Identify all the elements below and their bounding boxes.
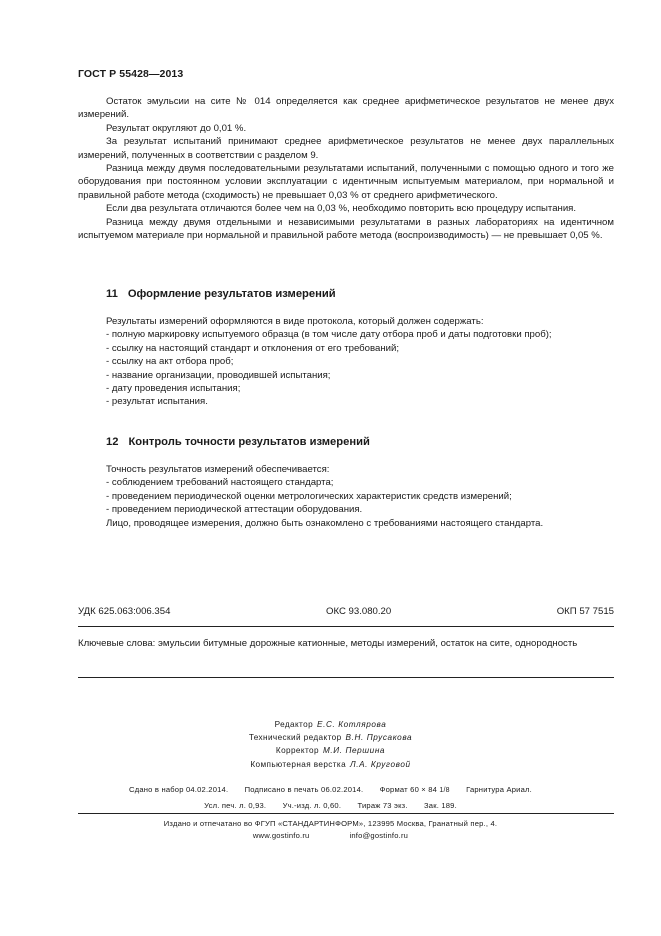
section-title: Оформление результатов измерений [127, 288, 336, 300]
divider [78, 677, 614, 678]
publisher-contacts [0, 830, 661, 842]
list-item: - ссылку на настоящий стандарт и отклонения от его требований; [106, 342, 400, 354]
section-12-heading [106, 436, 370, 448]
publisher-block [0, 818, 661, 842]
section-11-body [78, 315, 614, 409]
paragraph: Разница между двумя отдельными и независимыми результатами в разных лабораториях на идентичном испытуемом материале при нормальной и правильной работе метода (воспроизводимость) — не превышает 0,05 %. [78, 216, 614, 242]
paragraph: Если два результата отличаются более чем на 0,03 %, необходимо повторить всю процедуру испытания. [106, 203, 577, 215]
section-11-heading [106, 288, 336, 300]
paragraph: Результат округляют до 0,01 %. [106, 122, 247, 134]
page-header-standard-id: ГОСТ Р 55428—2013 [78, 68, 184, 80]
list-item: - результат испытания. [106, 396, 208, 408]
credit-line: Корректор М.И. Першина [275, 746, 386, 756]
print-info-line-1: Сдано в набор 04.02.2014. Подписано в печать 06.02.2014. Формат 60 × 84 1/8 Гарнитура Ариал. [129, 785, 532, 794]
print-info-line-2: Усл. печ. л. 0,93. Уч.-изд. л. 0,60. Тираж 73 экз. Зак. 189. [204, 801, 457, 810]
section-title: Контроль точности результатов измерений [128, 436, 370, 448]
intro-paragraphs [78, 95, 614, 242]
publisher-email: info@gostinfo.ru [349, 831, 409, 840]
paragraph: Разница между двумя последовательными результатами испытаний, полученными с помощью одного и того же оборудования при постоянном условии эксплуатации с идентичным испытуемым материалом, при нормальной и правильной работе метода (сходимость) не превышает 0,03 % от среднего арифметического. [78, 163, 614, 201]
format-fraction: 1/8 [439, 787, 450, 794]
paragraph: Остаток эмульсии на сите № 014 определяется как среднее арифметическое результатов не менее двух измерений. [78, 96, 614, 121]
section-number: 12 [106, 436, 119, 448]
list-item: - проведением периодической оценки метрологических характеристик средств измерений; [106, 490, 512, 502]
credit-line: Компьютерная верстка Л.А. Круговой [250, 759, 411, 769]
list-item: - дату проведения испытания; [106, 383, 241, 395]
okp-code: ОКП 57 7515 [556, 606, 614, 617]
list-item: - соблюдением требований настоящего стандарта; [106, 477, 334, 489]
publisher-website: www.gostinfo.ru [252, 831, 310, 840]
keywords: Ключевые слова: эмульсии битумные дорожные катионные, методы измерений, остаток на сите, однородность [78, 638, 578, 649]
section-intro: Точность результатов измерений обеспечивается: [106, 464, 330, 475]
divider [78, 813, 614, 814]
divider [78, 626, 614, 627]
section-intro: Результаты измерений оформляются в виде протокола, который должен содержать: [106, 316, 484, 327]
section-12-body [78, 463, 614, 530]
section-number: 11 [106, 288, 118, 300]
oks-code: ОКС 93.080.20 [326, 606, 392, 617]
publisher-address: Издано и отпечатано во ФГУП «СТАНДАРТИНФОРМ», 123995 Москва, Гранатный пер., 4. [163, 819, 498, 828]
udk-code: УДК 625.063:006.354 [78, 606, 171, 617]
section-closing: Лицо, проводящее измерения, должно быть ознакомлено с требованиями настоящего стандарта. [106, 517, 544, 529]
list-item: - ссылку на акт отбора проб; [106, 356, 234, 368]
credits-block [0, 718, 661, 771]
credit-line: Редактор Е.С. Котлярова [274, 720, 387, 729]
list-item: - полную маркировку испытуемого образца (в том числе дату отбора проб и даты подготовки проб); [106, 329, 552, 341]
list-item: - название организации, проводившей испытания; [106, 369, 331, 381]
list-item: - проведением периодической аттестации оборудования. [106, 504, 363, 516]
print-info [0, 782, 661, 813]
paragraph: За результат испытаний принимают среднее арифметическое результатов не менее двух параллельных измерений, полученных в соответствии с разделом 9. [78, 136, 614, 161]
credit-line: Технический редактор В.Н. Прусакова [248, 733, 413, 743]
